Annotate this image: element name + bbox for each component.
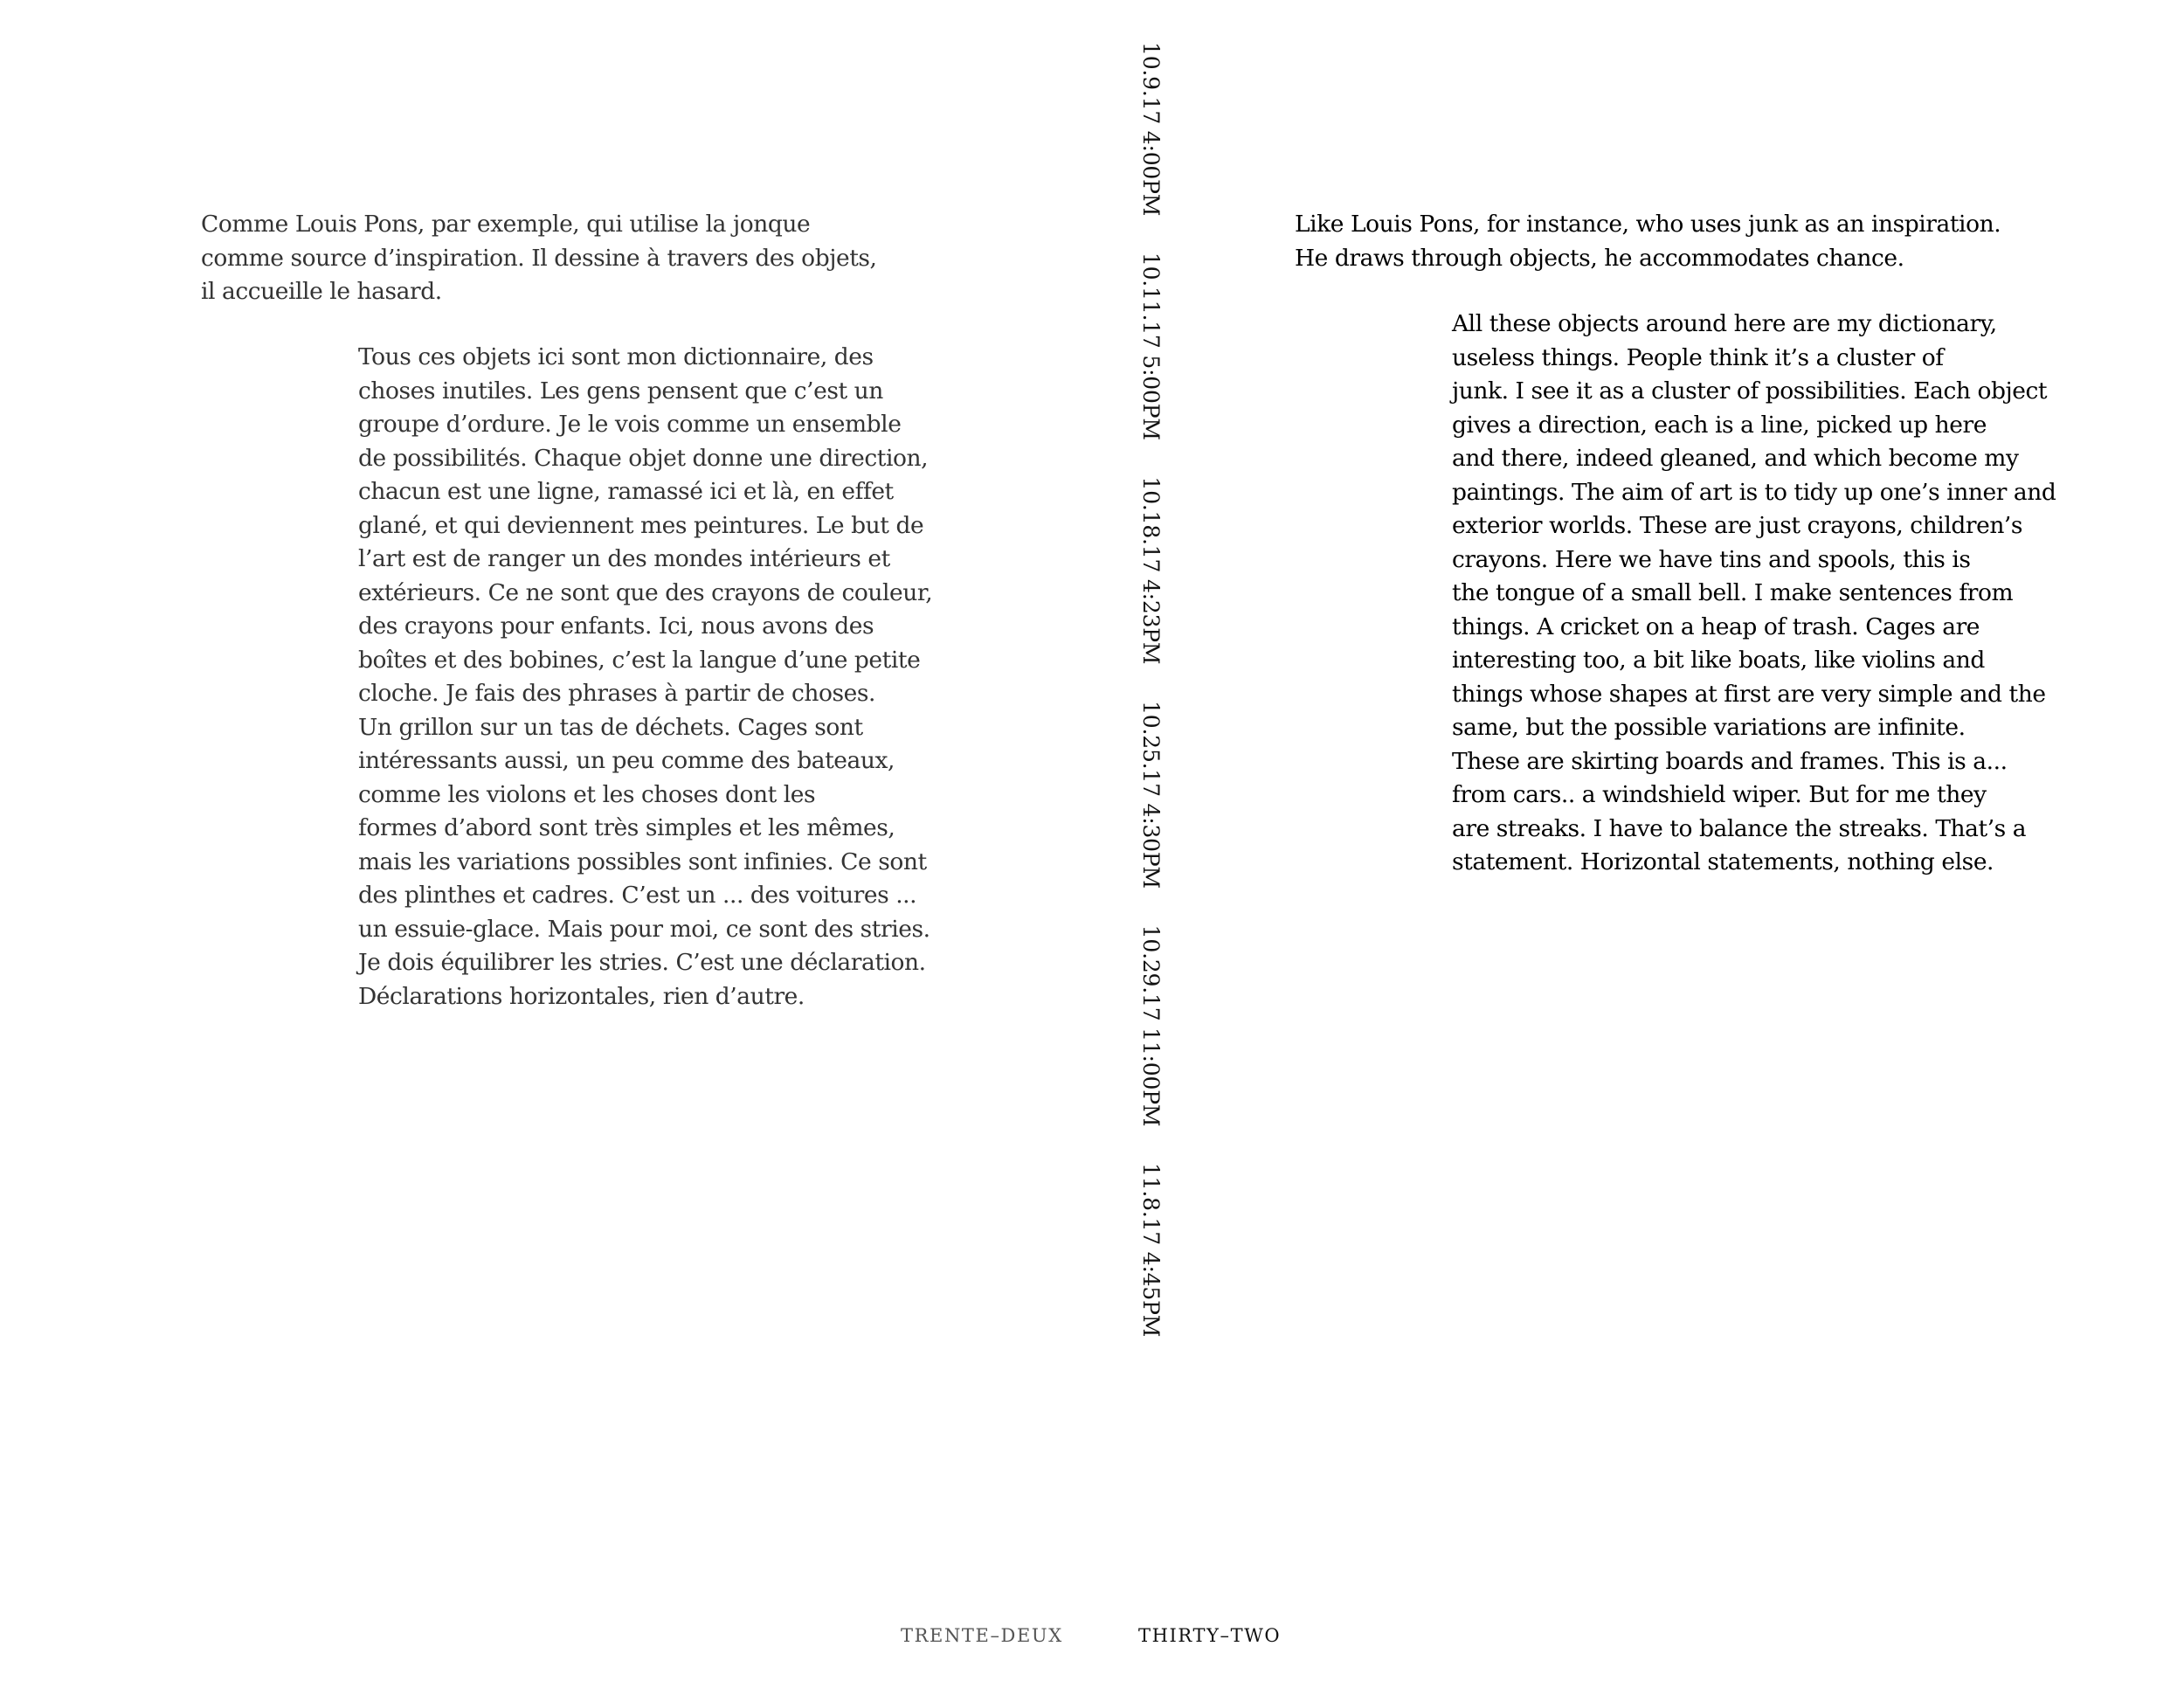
text-line: glané, et qui deviennent mes peintures. Le but de bbox=[358, 511, 924, 539]
text-line: Comme Louis Pons, par exemple, qui utilise la jonque bbox=[201, 211, 811, 238]
text-line: mais les variations possibles sont infinies. Ce sont bbox=[358, 847, 927, 875]
english-intro-paragraph bbox=[1295, 208, 2001, 275]
text-line: un essuie-glace. Mais pour moi, ce sont des stries. bbox=[358, 915, 930, 943]
text-line: il accueille le hasard. bbox=[201, 278, 442, 305]
text-line: extérieurs. Ce ne sont que des crayons de couleur, bbox=[358, 578, 933, 606]
text-line: paintings. The aim of art is to tidy up one’s inner and bbox=[1452, 478, 2056, 506]
timestamp: 10.25.17 4:30PM bbox=[1138, 701, 1164, 889]
french-quote-paragraph bbox=[358, 341, 932, 1013]
text-line: He draws through objects, he accommodates chance. bbox=[1295, 244, 1904, 272]
text-line: statement. Horizontal statements, nothing else. bbox=[1452, 848, 1994, 875]
text-line: same, but the possible variations are infinite. bbox=[1452, 714, 1966, 741]
text-line: junk. I see it as a cluster of possibilities. Each object bbox=[1452, 377, 2048, 405]
text-line: boîtes et des bobines, c’est la langue d’une petite bbox=[358, 646, 921, 674]
text-line: intéressants aussi, un peu comme des bateaux, bbox=[358, 747, 895, 774]
text-line: All these objects around here are my dictionary, bbox=[1452, 310, 1997, 337]
timestamp: 10.11.17 5:00PM bbox=[1138, 252, 1164, 440]
french-intro-paragraph bbox=[201, 208, 877, 309]
timestamp: 10.9.17 4:00PM bbox=[1138, 42, 1164, 217]
text-line: things. A cricket on a heap of trash. Cages are bbox=[1452, 612, 1980, 640]
text-line: from cars.. a windshield wiper. But for me they bbox=[1452, 781, 1987, 808]
timestamp: 10.18.17 4:23PM bbox=[1138, 476, 1164, 665]
text-line: Like Louis Pons, for instance, who uses junk as an inspiration. bbox=[1295, 211, 2001, 238]
text-line: interesting too, a bit like boats, like violins and bbox=[1452, 647, 1985, 674]
text-line: cloche. Je fais des phrases à partir de choses. bbox=[358, 680, 875, 707]
text-line: useless things. People think it’s a cluster of bbox=[1452, 343, 1944, 371]
text-line: Un grillon sur un tas de déchets. Cages sont bbox=[358, 713, 863, 741]
page-number-french: TRENTE–DEUX bbox=[901, 1625, 1063, 1646]
text-line: Déclarations horizontales, rien d’autre. bbox=[358, 982, 805, 1010]
text-line: choses inutiles. Les gens pensent que c’est un bbox=[358, 377, 883, 405]
text-line: Je dois équilibrer les stries. C’est une déclaration. bbox=[358, 949, 926, 976]
text-line: and there, indeed gleaned, and which become my bbox=[1452, 445, 2019, 472]
right-page bbox=[1092, 0, 2184, 1688]
text-line: the tongue of a small bell. I make sentences from bbox=[1452, 579, 2014, 606]
text-line: exterior worlds. These are just crayons, children’s bbox=[1452, 512, 2023, 539]
text-line: l’art est de ranger un des mondes intérieurs et bbox=[358, 545, 890, 572]
text-line: comme les violons et les choses dont les bbox=[358, 780, 816, 808]
text-line: comme source d’inspiration. Il dessine à travers des objets, bbox=[201, 244, 877, 272]
text-line: formes d’abord sont très simples et les mêmes, bbox=[358, 814, 895, 841]
text-line: things whose shapes at first are very simple and the bbox=[1452, 680, 2046, 708]
text-line: de possibilités. Chaque objet donne une direction, bbox=[358, 444, 929, 472]
timestamp: 10.29.17 11:00PM bbox=[1138, 924, 1164, 1127]
text-line: Tous ces objets ici sont mon dictionnaire, des bbox=[358, 343, 874, 370]
timestamp: 11.8.17 4:45PM bbox=[1138, 1162, 1164, 1338]
text-line: are streaks. I have to balance the streaks. That’s a bbox=[1452, 814, 2027, 842]
text-line: chacun est une ligne, ramassé ici et là, en effet bbox=[358, 478, 894, 505]
text-line: des plinthes et cadres. C’est un ... des voitures ... bbox=[358, 882, 917, 909]
page-number-english: THIRTY–TWO bbox=[1138, 1625, 1282, 1646]
english-quote-paragraph bbox=[1452, 308, 2056, 880]
text-line: gives a direction, each is a line, picked up here bbox=[1452, 411, 1987, 439]
text-line: These are skirting boards and frames. This is a... bbox=[1452, 747, 2008, 775]
text-line: des crayons pour enfants. Ici, nous avons des bbox=[358, 612, 874, 640]
text-line: groupe d’ordure. Je le vois comme un ensemble bbox=[358, 411, 902, 438]
text-line: crayons. Here we have tins and spools, this is bbox=[1452, 545, 1971, 573]
